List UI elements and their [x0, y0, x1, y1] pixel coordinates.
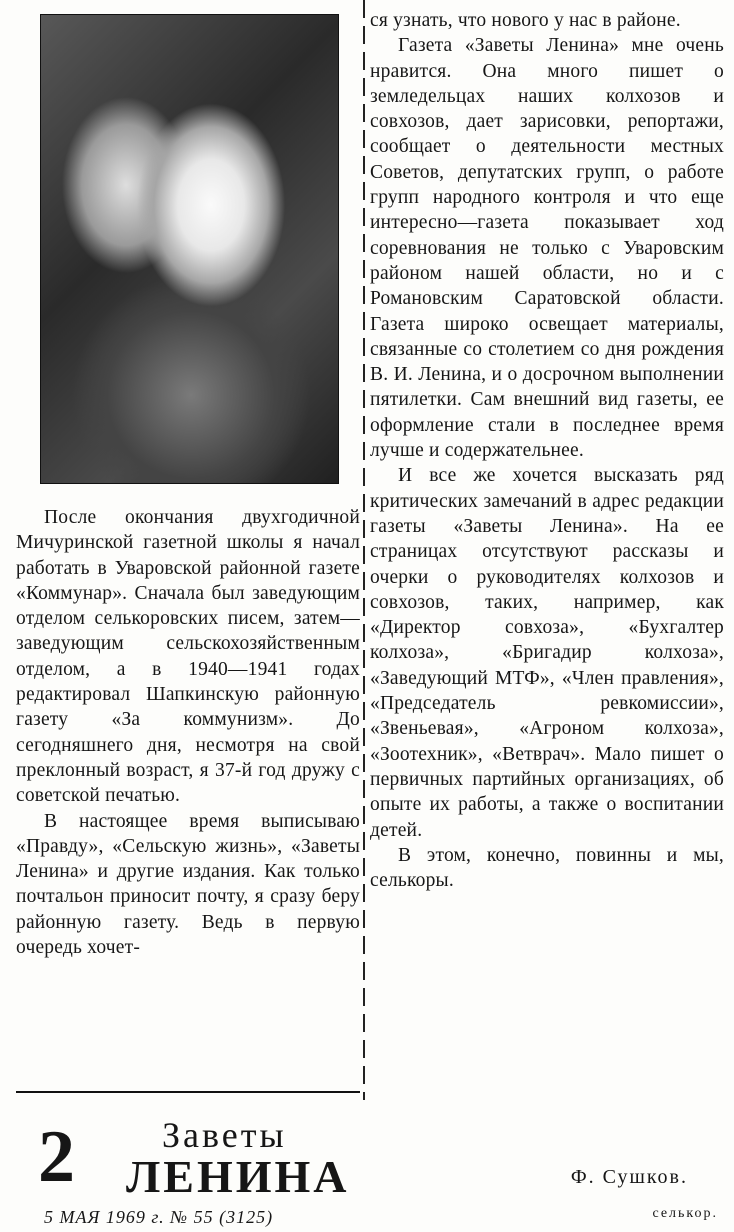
author-signature: Ф. Сушков. [570, 1166, 688, 1188]
section-divider [16, 1091, 360, 1093]
article-paragraph: Газета «Заветы Ленина» мне очень нравится. Она много пишет о земледельцах наших колхозов и совхозов, дает зарисовки, репортажи, сообщает о деятельности местных Советов, депутатских групп, о работе групп народного контроля и что еще интересно—газета показывает ход соревнования не только с Уваровским районом нашей области, но и с Романовским Саратовской области. Газета широко освещает материалы, связанные со столетием со дня рождения В. И. Ленина, и о досрочном выполнении пятилетки. Сам внешний вид газеты, ее оформление стали в последнее время лучше и содержательнее. [370, 35, 724, 462]
article-paragraph: ся узнать, что нового у нас в районе. [370, 10, 681, 31]
page-number: 2 [38, 1116, 75, 1198]
article-paragraph: После окончания двухгодичной Мичуринской газетной школы я начал работать в Уваровской районной газете «Коммунар». Сначала был заведующим отделом селькоровских писем, затем—заведующим сельскохозяйственным отделом, а в 1940—1941 годах редактировал Шапкинскую районную газету «За коммунизм». До сегодняшнего дня, несмотря на свой преклонный возраст, я 37-й год дружу с советской печатью. [16, 507, 360, 807]
article-paragraph: В этом, конечно, повинны и мы, селькоры. [370, 844, 724, 892]
right-column [370, 0, 726, 1232]
issue-date-line: 5 МАЯ 1969 г. № 55 (3125) [44, 1207, 274, 1227]
newspaper-title-top: Заветы [162, 1115, 287, 1155]
portrait-photo [40, 14, 339, 484]
author-role: селькор. [652, 1206, 718, 1221]
column-divider [363, 0, 365, 1100]
article-paragraph: И все же хочется высказать ряд критических замечаний в адрес редакции газеты «Заветы Ленина». На ее страницах отсутствуют рассказы и очерки о руководителях колхозов и совхозов, таких, например, как «Директор совхоза», «Бухгалтер колхоза», «Бригадир колхоза», «Заведующий МТФ», «Член правления», «Председатель ревкомиссии», «Звеньевая», «Агроном колхоза», «Зоотехник», «Ветврач». Мало пишет о первичных партийных организациях, об опыте их работы, а также о воспитании детей. [370, 465, 724, 841]
masthead [38, 1115, 358, 1230]
newspaper-title-main: ЛЕНИНА [126, 1151, 350, 1202]
left-article-text [16, 505, 360, 960]
left-column [8, 0, 358, 1232]
right-article-text [370, 8, 724, 893]
article-paragraph: В настоящее время выписываю «Правду», «Сельскую жизнь», «Заветы Ленина» и другие издания. Как только почтальон приносит почту, я сразу беру районную газету. Ведь в первую очередь хочет- [16, 810, 360, 959]
